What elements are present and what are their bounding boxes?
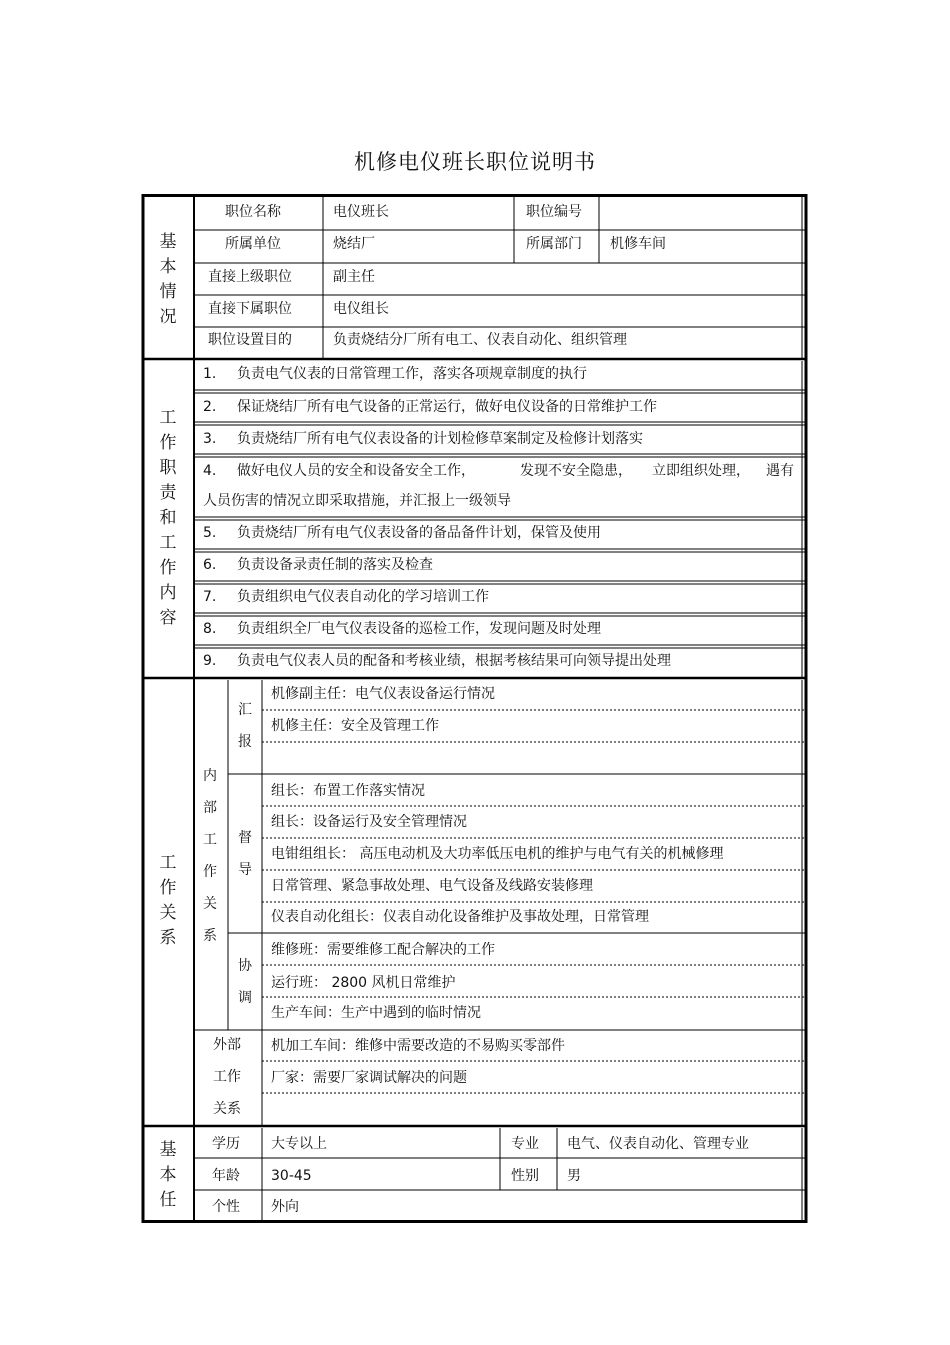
relations-section-label	[153, 851, 183, 951]
section-char: 容	[159, 608, 177, 628]
section-char: 作	[159, 433, 177, 453]
position-name-label: 职位名称	[225, 204, 281, 220]
unit-label: 所属单位	[225, 236, 281, 252]
gender-label: 性别	[511, 1168, 539, 1184]
label-char: 督	[238, 830, 252, 846]
section-char: 基	[159, 1140, 177, 1160]
duty-item-no: 2.	[203, 399, 217, 415]
section-char: 工	[159, 853, 177, 873]
duty-item-no: 9.	[203, 653, 217, 669]
section-char: 情	[159, 282, 177, 302]
section-char: 本	[159, 257, 177, 277]
superior-value: 副主任	[333, 269, 375, 285]
section-char: 责	[159, 483, 177, 503]
duty-item-no: 1.	[203, 366, 217, 382]
duty-item-text: 负责烧结厂所有电气仪表设备的计划检修草案制定及检修计划落实	[237, 431, 643, 447]
supervise-label	[235, 822, 255, 886]
label-char: 部	[203, 800, 217, 816]
section-char: 工	[159, 533, 177, 553]
section-char: 关	[159, 903, 177, 923]
qualifications-section-label	[153, 1138, 183, 1213]
section-char: 作	[159, 878, 177, 898]
education-value: 大专以上	[271, 1136, 327, 1152]
superior-label: 直接上级职位	[208, 269, 292, 285]
label-char: 汇	[238, 702, 252, 718]
education-label: 学历	[212, 1136, 240, 1152]
duty-item-no: 4.	[203, 463, 217, 479]
report-label	[235, 694, 255, 758]
subordinate-value: 电仪组长	[333, 301, 389, 317]
supervise-item: 组长：布置工作落实情况	[271, 783, 425, 799]
section-char: 内	[159, 583, 177, 603]
coordinate-label	[235, 950, 255, 1014]
coordinate-item: 运行班： 2800 风机日常维护	[271, 975, 456, 991]
age-label: 年龄	[212, 1168, 240, 1184]
unit-value: 烧结厂	[333, 236, 375, 252]
duty-item-text: 负责烧结厂所有电气仪表设备的备品备件计划，保管及使用	[237, 525, 601, 541]
duty-item-text-part: 立即组织处理，	[652, 463, 750, 479]
duty-item-no: 3.	[203, 431, 217, 447]
basic-info-section-label	[153, 230, 183, 330]
label-char: 内	[203, 768, 217, 784]
purpose-value: 负责烧结分厂所有电工、仪表自动化、组织管理	[333, 332, 627, 348]
position-name-value: 电仪班长	[333, 204, 389, 220]
coordinate-item: 维修班：需要维修工配合解决的工作	[271, 942, 495, 958]
section-char: 职	[159, 458, 177, 478]
section-char: 和	[159, 508, 177, 528]
label-char: 系	[203, 928, 217, 944]
page-title: 机修电仪班长职位说明书	[354, 150, 596, 174]
section-char: 任	[159, 1190, 177, 1210]
report-item: 机修副主任：电气仪表设备运行情况	[271, 686, 495, 702]
position-no-label: 职位编号	[526, 204, 582, 220]
label-char: 报	[238, 734, 252, 750]
external-relations-label	[197, 1029, 257, 1125]
duty-item-text: 负责组织电气仪表自动化的学习培训工作	[237, 589, 489, 605]
duties-section-label	[153, 406, 183, 631]
duty-item-no: 5.	[203, 525, 217, 541]
label-char: 导	[238, 862, 252, 878]
section-char: 基	[159, 232, 177, 252]
subordinate-label: 直接下属职位	[208, 301, 292, 317]
section-char: 况	[159, 307, 177, 327]
supervise-item: 仪表自动化组长：仪表自动化设备维护及事故处理，日常管理	[271, 909, 649, 925]
duty-item-text-part: 发现不安全隐患，	[520, 463, 632, 479]
label-char: 调	[238, 990, 252, 1006]
major-value: 电气、仪表自动化、管理专业	[567, 1136, 749, 1152]
duty-item-text: 负责组织全厂电气仪表设备的巡检工作，发现问题及时处理	[237, 621, 601, 637]
supervise-item: 电钳组组长： 高压电动机及大功率低压电机的维护与电气有关的机械修理	[271, 846, 724, 862]
gender-value: 男	[567, 1168, 581, 1184]
label-char: 关	[203, 896, 217, 912]
label-char: 工	[203, 832, 217, 848]
label-char: 协	[238, 958, 252, 974]
purpose-label: 职位设置目的	[208, 332, 292, 348]
duty-item-no: 8.	[203, 621, 217, 637]
supervise-item: 日常管理、紧急事故处理、电气设备及线路安装修理	[271, 878, 593, 894]
section-char: 工	[159, 408, 177, 428]
duty-item-text: 保证烧结厂所有电气设备的正常运行，做好电仪设备的日常维护工作	[237, 399, 657, 415]
department-label: 所属部门	[526, 236, 582, 252]
duty-item-no: 6.	[203, 557, 217, 573]
label-char: 作	[203, 864, 217, 880]
coordinate-item: 生产车间：生产中遇到的临时情况	[271, 1005, 481, 1021]
personality-label: 个性	[212, 1199, 240, 1215]
supervise-item: 组长：设备运行及安全管理情况	[271, 814, 467, 830]
section-char: 作	[159, 558, 177, 578]
duty-item-text-line2: 人员伤害的情况立即采取措施，并汇报上一级领导	[203, 493, 511, 509]
duty-item-text: 负责电气仪表人员的配备和考核业绩，根据考核结果可向领导提出处理	[237, 653, 671, 669]
department-value: 机修车间	[610, 236, 666, 252]
duty-item-text-part: 遇有	[766, 463, 794, 479]
major-label: 专业	[511, 1136, 539, 1152]
label-line: 外部	[213, 1037, 241, 1053]
label-line: 工作	[213, 1069, 241, 1085]
duty-item-text: 负责电气仪表的日常管理工作，落实各项规章制度的执行	[237, 366, 587, 382]
label-line: 关系	[213, 1101, 241, 1117]
external-item: 机加工车间：维修中需要改造的不易购买零部件	[271, 1038, 565, 1054]
report-item: 机修主任：安全及管理工作	[271, 718, 439, 734]
duty-item-text-part: 做好电仪人员的安全和设备安全工作，	[237, 463, 475, 479]
duty-item-no: 7.	[203, 589, 217, 605]
external-item: 厂家：需要厂家调试解决的问题	[271, 1070, 467, 1086]
section-char: 系	[159, 928, 177, 948]
section-char: 本	[159, 1165, 177, 1185]
age-value: 30-45	[271, 1168, 312, 1184]
internal-relations-label	[200, 760, 220, 952]
duty-item-text: 负责设备录责任制的落实及检查	[237, 557, 433, 573]
personality-value: 外向	[271, 1199, 299, 1215]
